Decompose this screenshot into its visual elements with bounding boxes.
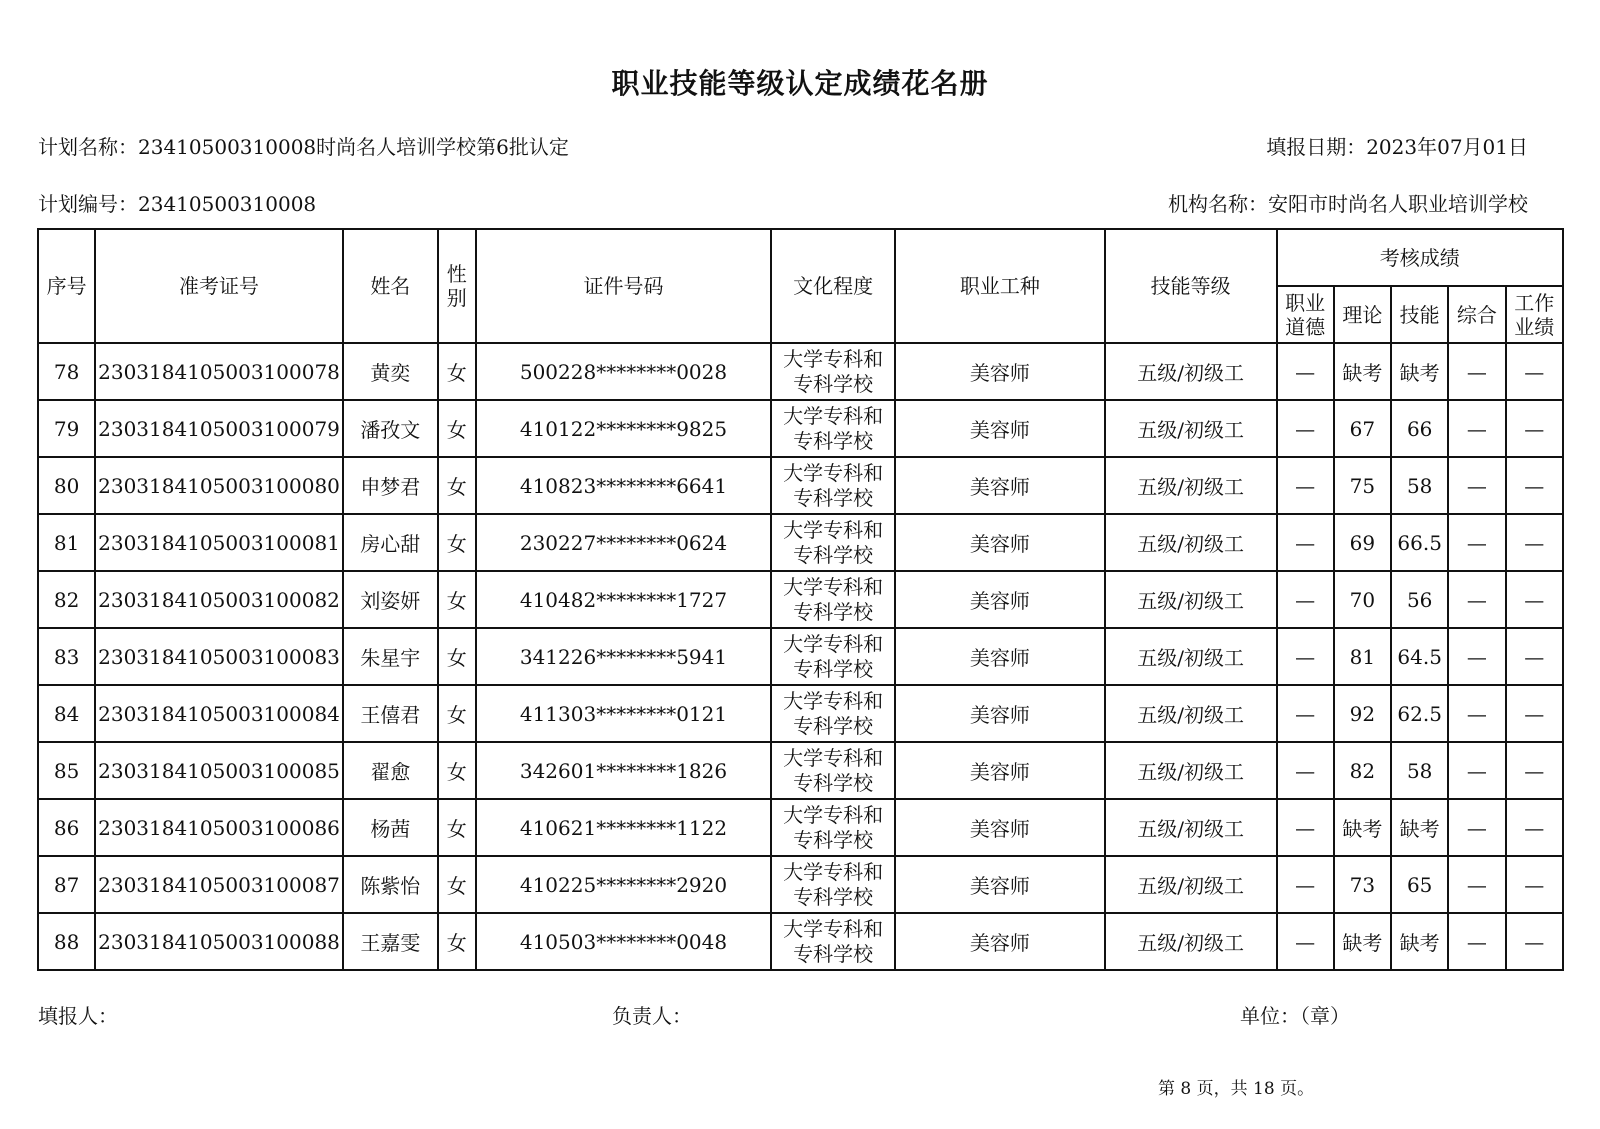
cell-gender: 女 bbox=[438, 628, 476, 685]
education-line-1: 大学专科和 bbox=[783, 916, 884, 941]
education-line-2: 专科学校 bbox=[793, 770, 874, 795]
cell-occupation: 美容师 bbox=[895, 685, 1105, 742]
table-row bbox=[38, 628, 1563, 685]
cell-education bbox=[771, 628, 895, 685]
cell-skill: 62.5 bbox=[1391, 685, 1448, 742]
cell-exam-no: 2303184105003100085 bbox=[95, 742, 343, 799]
header-skill: 技能 bbox=[1391, 286, 1448, 343]
cell-level: 五级/初级工 bbox=[1105, 685, 1277, 742]
cell-name: 房心甜 bbox=[343, 514, 438, 571]
header-row-1 bbox=[38, 229, 1563, 286]
plan-number: 计划编号：23410500310008 bbox=[38, 192, 317, 216]
cell-id-no: 341226********5941 bbox=[476, 628, 772, 685]
header-ethics-line1: 职业 bbox=[1285, 290, 1326, 315]
cell-gender: 女 bbox=[438, 685, 476, 742]
cell-work: — bbox=[1506, 571, 1563, 628]
cell-level: 五级/初级工 bbox=[1105, 856, 1277, 913]
header-work-line1: 工作 bbox=[1514, 290, 1555, 315]
page-indicator: 第 8 页，共 18 页。 bbox=[1158, 1079, 1315, 1099]
cell-skill: 58 bbox=[1391, 742, 1448, 799]
table-row bbox=[38, 571, 1563, 628]
cell-skill: 65 bbox=[1391, 856, 1448, 913]
cell-id-no: 410823********6641 bbox=[476, 457, 772, 514]
header-overall: 综合 bbox=[1448, 286, 1505, 343]
education-line-1: 大学专科和 bbox=[783, 460, 884, 485]
header-exam-no: 准考证号 bbox=[95, 229, 343, 343]
cell-name: 王僖君 bbox=[343, 685, 438, 742]
cell-exam-no: 2303184105003100080 bbox=[95, 457, 343, 514]
cell-overall: — bbox=[1448, 913, 1505, 970]
cell-skill: 缺考 bbox=[1391, 343, 1448, 400]
cell-ethics: — bbox=[1277, 685, 1334, 742]
cell-overall: — bbox=[1448, 685, 1505, 742]
cell-ethics: — bbox=[1277, 856, 1334, 913]
score-roster-table bbox=[37, 228, 1564, 971]
cell-gender: 女 bbox=[438, 457, 476, 514]
cell-exam-no: 2303184105003100079 bbox=[95, 400, 343, 457]
cell-seq: 81 bbox=[38, 514, 95, 571]
cell-theory: 69 bbox=[1334, 514, 1391, 571]
education-line-2: 专科学校 bbox=[793, 884, 874, 909]
table-row bbox=[38, 400, 1563, 457]
education-line-2: 专科学校 bbox=[793, 371, 874, 396]
cell-level: 五级/初级工 bbox=[1105, 799, 1277, 856]
cell-id-no: 410122********9825 bbox=[476, 400, 772, 457]
cell-gender: 女 bbox=[438, 742, 476, 799]
cell-gender: 女 bbox=[438, 799, 476, 856]
cell-name: 刘姿妍 bbox=[343, 571, 438, 628]
education-line-2: 专科学校 bbox=[793, 542, 874, 567]
table-row bbox=[38, 343, 1563, 400]
cell-overall: — bbox=[1448, 400, 1505, 457]
cell-name: 陈紫怡 bbox=[343, 856, 438, 913]
cell-seq: 79 bbox=[38, 400, 95, 457]
education-line-1: 大学专科和 bbox=[783, 688, 884, 713]
cell-seq: 85 bbox=[38, 742, 95, 799]
cell-seq: 88 bbox=[38, 913, 95, 970]
cell-education bbox=[771, 400, 895, 457]
cell-exam-no: 2303184105003100083 bbox=[95, 628, 343, 685]
cell-ethics: — bbox=[1277, 628, 1334, 685]
education-line-1: 大学专科和 bbox=[783, 802, 884, 827]
cell-theory: 70 bbox=[1334, 571, 1391, 628]
header-ethics bbox=[1277, 286, 1334, 343]
cell-overall: — bbox=[1448, 514, 1505, 571]
cell-ethics: — bbox=[1277, 400, 1334, 457]
cell-level: 五级/初级工 bbox=[1105, 514, 1277, 571]
education-line-2: 专科学校 bbox=[793, 656, 874, 681]
cell-id-no: 410482********1727 bbox=[476, 571, 772, 628]
cell-id-no: 342601********1826 bbox=[476, 742, 772, 799]
cell-occupation: 美容师 bbox=[895, 856, 1105, 913]
cell-overall: — bbox=[1448, 571, 1505, 628]
education-line-1: 大学专科和 bbox=[783, 631, 884, 656]
cell-work: — bbox=[1506, 685, 1563, 742]
fill-date: 填报日期：2023年07月01日 bbox=[1266, 135, 1528, 159]
cell-overall: — bbox=[1448, 343, 1505, 400]
cell-level: 五级/初级工 bbox=[1105, 628, 1277, 685]
table-row bbox=[38, 685, 1563, 742]
cell-name: 翟愈 bbox=[343, 742, 438, 799]
header-work bbox=[1506, 286, 1563, 343]
education-line-2: 专科学校 bbox=[793, 941, 874, 966]
cell-name: 王嘉雯 bbox=[343, 913, 438, 970]
header-seq: 序号 bbox=[38, 229, 95, 343]
cell-occupation: 美容师 bbox=[895, 400, 1105, 457]
cell-ethics: — bbox=[1277, 514, 1334, 571]
cell-skill: 缺考 bbox=[1391, 799, 1448, 856]
cell-skill: 66.5 bbox=[1391, 514, 1448, 571]
cell-overall: — bbox=[1448, 799, 1505, 856]
cell-overall: — bbox=[1448, 742, 1505, 799]
cell-theory: 缺考 bbox=[1334, 343, 1391, 400]
cell-occupation: 美容师 bbox=[895, 457, 1105, 514]
table-row bbox=[38, 742, 1563, 799]
cell-work: — bbox=[1506, 742, 1563, 799]
cell-ethics: — bbox=[1277, 913, 1334, 970]
header-name: 姓名 bbox=[343, 229, 438, 343]
cell-name: 朱星宇 bbox=[343, 628, 438, 685]
document-title: 职业技能等级认定成绩花名册 bbox=[611, 67, 989, 100]
organization-name: 机构名称：安阳市时尚名人职业培训学校 bbox=[1168, 192, 1528, 216]
cell-occupation: 美容师 bbox=[895, 913, 1105, 970]
header-ethics-line2: 道德 bbox=[1285, 314, 1326, 339]
cell-work: — bbox=[1506, 514, 1563, 571]
cell-gender: 女 bbox=[438, 514, 476, 571]
cell-theory: 75 bbox=[1334, 457, 1391, 514]
cell-gender: 女 bbox=[438, 856, 476, 913]
cell-work: — bbox=[1506, 856, 1563, 913]
cell-theory: 73 bbox=[1334, 856, 1391, 913]
education-line-1: 大学专科和 bbox=[783, 574, 884, 599]
cell-exam-no: 2303184105003100082 bbox=[95, 571, 343, 628]
cell-overall: — bbox=[1448, 628, 1505, 685]
cell-occupation: 美容师 bbox=[895, 343, 1105, 400]
cell-seq: 83 bbox=[38, 628, 95, 685]
cell-work: — bbox=[1506, 400, 1563, 457]
cell-education bbox=[771, 856, 895, 913]
cell-work: — bbox=[1506, 457, 1563, 514]
education-line-1: 大学专科和 bbox=[783, 346, 884, 371]
cell-level: 五级/初级工 bbox=[1105, 913, 1277, 970]
cell-level: 五级/初级工 bbox=[1105, 742, 1277, 799]
cell-seq: 82 bbox=[38, 571, 95, 628]
cell-occupation: 美容师 bbox=[895, 571, 1105, 628]
education-line-1: 大学专科和 bbox=[783, 403, 884, 428]
education-line-1: 大学专科和 bbox=[783, 517, 884, 542]
cell-occupation: 美容师 bbox=[895, 628, 1105, 685]
table-row bbox=[38, 799, 1563, 856]
cell-theory: 67 bbox=[1334, 400, 1391, 457]
cell-theory: 82 bbox=[1334, 742, 1391, 799]
cell-id-no: 500228********0028 bbox=[476, 343, 772, 400]
education-line-2: 专科学校 bbox=[793, 713, 874, 738]
cell-id-no: 410225********2920 bbox=[476, 856, 772, 913]
cell-ethics: — bbox=[1277, 457, 1334, 514]
cell-skill: 56 bbox=[1391, 571, 1448, 628]
cell-name: 杨茜 bbox=[343, 799, 438, 856]
cell-level: 五级/初级工 bbox=[1105, 400, 1277, 457]
cell-gender: 女 bbox=[438, 400, 476, 457]
cell-seq: 80 bbox=[38, 457, 95, 514]
cell-education bbox=[771, 799, 895, 856]
education-line-2: 专科学校 bbox=[793, 485, 874, 510]
cell-work: — bbox=[1506, 628, 1563, 685]
cell-ethics: — bbox=[1277, 799, 1334, 856]
cell-education bbox=[771, 913, 895, 970]
education-line-1: 大学专科和 bbox=[783, 859, 884, 884]
cell-overall: — bbox=[1448, 457, 1505, 514]
header-education: 文化程度 bbox=[771, 229, 895, 343]
cell-skill: 64.5 bbox=[1391, 628, 1448, 685]
unit-seal-label: 单位：（章） bbox=[1240, 1004, 1350, 1028]
cell-theory: 92 bbox=[1334, 685, 1391, 742]
cell-occupation: 美容师 bbox=[895, 514, 1105, 571]
header-theory: 理论 bbox=[1334, 286, 1391, 343]
cell-name: 黄奕 bbox=[343, 343, 438, 400]
cell-education bbox=[771, 742, 895, 799]
table-row bbox=[38, 457, 1563, 514]
cell-exam-no: 2303184105003100086 bbox=[95, 799, 343, 856]
cell-seq: 78 bbox=[38, 343, 95, 400]
header-occupation: 职业工种 bbox=[895, 229, 1105, 343]
cell-work: — bbox=[1506, 913, 1563, 970]
cell-skill: 58 bbox=[1391, 457, 1448, 514]
cell-exam-no: 2303184105003100078 bbox=[95, 343, 343, 400]
cell-exam-no: 2303184105003100088 bbox=[95, 913, 343, 970]
cell-education bbox=[771, 571, 895, 628]
table-row bbox=[38, 514, 1563, 571]
cell-skill: 66 bbox=[1391, 400, 1448, 457]
header-scores: 考核成绩 bbox=[1277, 229, 1564, 286]
cell-skill: 缺考 bbox=[1391, 913, 1448, 970]
filler-label: 填报人： bbox=[38, 1004, 118, 1028]
cell-id-no: 410503********0048 bbox=[476, 913, 772, 970]
table-row bbox=[38, 856, 1563, 913]
responsible-label: 负责人： bbox=[612, 1004, 692, 1028]
education-line-2: 专科学校 bbox=[793, 599, 874, 624]
cell-seq: 87 bbox=[38, 856, 95, 913]
cell-occupation: 美容师 bbox=[895, 799, 1105, 856]
cell-gender: 女 bbox=[438, 343, 476, 400]
cell-theory: 81 bbox=[1334, 628, 1391, 685]
header-gender-line1: 性 bbox=[446, 262, 467, 286]
cell-id-no: 411303********0121 bbox=[476, 685, 772, 742]
cell-level: 五级/初级工 bbox=[1105, 457, 1277, 514]
cell-theory: 缺考 bbox=[1334, 799, 1391, 856]
cell-occupation: 美容师 bbox=[895, 742, 1105, 799]
cell-ethics: — bbox=[1277, 571, 1334, 628]
header-gender bbox=[438, 229, 476, 343]
cell-ethics: — bbox=[1277, 742, 1334, 799]
cell-overall: — bbox=[1448, 856, 1505, 913]
cell-gender: 女 bbox=[438, 571, 476, 628]
cell-ethics: — bbox=[1277, 343, 1334, 400]
cell-id-no: 230227********0624 bbox=[476, 514, 772, 571]
plan-name: 计划名称：23410500310008时尚名人培训学校第6批认定 bbox=[38, 135, 569, 159]
cell-education bbox=[771, 343, 895, 400]
header-work-line2: 业绩 bbox=[1514, 314, 1555, 339]
education-line-1: 大学专科和 bbox=[783, 745, 884, 770]
cell-education bbox=[771, 514, 895, 571]
cell-gender: 女 bbox=[438, 913, 476, 970]
education-line-2: 专科学校 bbox=[793, 827, 874, 852]
cell-education bbox=[771, 685, 895, 742]
roster-body bbox=[38, 343, 1563, 970]
cell-name: 潘孜文 bbox=[343, 400, 438, 457]
cell-name: 申梦君 bbox=[343, 457, 438, 514]
cell-exam-no: 2303184105003100084 bbox=[95, 685, 343, 742]
cell-exam-no: 2303184105003100081 bbox=[95, 514, 343, 571]
cell-exam-no: 2303184105003100087 bbox=[95, 856, 343, 913]
cell-seq: 86 bbox=[38, 799, 95, 856]
cell-work: — bbox=[1506, 343, 1563, 400]
cell-work: — bbox=[1506, 799, 1563, 856]
cell-id-no: 410621********1122 bbox=[476, 799, 772, 856]
cell-level: 五级/初级工 bbox=[1105, 343, 1277, 400]
cell-level: 五级/初级工 bbox=[1105, 571, 1277, 628]
cell-seq: 84 bbox=[38, 685, 95, 742]
cell-education bbox=[771, 457, 895, 514]
education-line-2: 专科学校 bbox=[793, 428, 874, 453]
header-level: 技能等级 bbox=[1105, 229, 1277, 343]
table-row bbox=[38, 913, 1563, 970]
cell-theory: 缺考 bbox=[1334, 913, 1391, 970]
header-id-no: 证件号码 bbox=[476, 229, 772, 343]
header-gender-line2: 别 bbox=[446, 286, 467, 310]
